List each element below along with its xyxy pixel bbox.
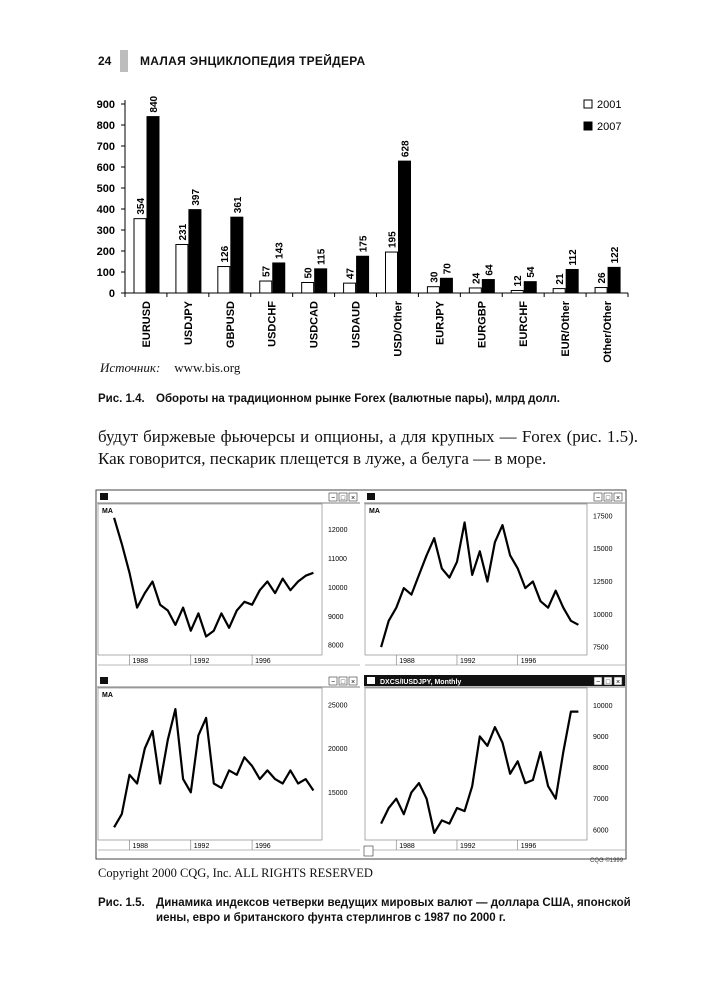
data-label-2007: 361 (232, 196, 244, 214)
window-app-icon (100, 493, 108, 500)
window-titlebar (364, 491, 625, 502)
window-control-glyph: − (330, 679, 336, 686)
figure-1-5-caption (98, 896, 643, 926)
x-tick-label: GBPUSD (224, 301, 237, 349)
y-tick-label: 800 (96, 120, 115, 132)
y-tick-label: 500 (96, 183, 115, 195)
source-label: Источник: (100, 360, 161, 375)
legend-label-2001: 2001 (597, 99, 622, 111)
price-tick-label: 8000 (328, 642, 344, 650)
time-tick-label: 1996 (255, 843, 271, 850)
data-label-2001: 30 (429, 271, 441, 283)
price-tick-label: 8000 (593, 765, 609, 773)
x-tick-label: EURGBP (476, 300, 489, 349)
time-tick-label: 1996 (520, 658, 537, 665)
chart-window-1 (97, 491, 360, 665)
time-tick-label: 1992 (193, 843, 210, 850)
price-tick-label: 10000 (593, 611, 613, 619)
x-tick-label: Other/Other (602, 301, 615, 363)
data-label-2001: 12 (513, 275, 525, 287)
window-control-glyph: □ (605, 495, 611, 502)
window-control-glyph: × (350, 495, 356, 502)
figure-1-5-label: Рис. 1.5. (98, 897, 145, 909)
price-tick-label: 20000 (328, 746, 348, 753)
window-title: DXCS/IUSDJPY, Monthly (380, 679, 462, 686)
study-label: MA (102, 508, 113, 515)
data-label-2007: 143 (274, 242, 286, 259)
data-label-2001: 231 (177, 223, 189, 241)
y-tick-label: 300 (96, 225, 115, 237)
figure-1-4-label: Рис. 1.4. (98, 393, 145, 405)
chart-window-4 (364, 675, 625, 850)
window-titlebar (97, 491, 360, 502)
window-titlebar (97, 675, 360, 686)
time-tick-label: 1996 (520, 843, 537, 850)
price-tick-label: 6000 (593, 827, 609, 835)
window-control-glyph: □ (340, 679, 346, 686)
data-label-2001: 47 (345, 268, 357, 280)
y-tick-label: 100 (96, 267, 115, 279)
price-tick-label: 7500 (593, 644, 609, 652)
window-control-glyph: × (615, 495, 621, 502)
window-control-glyph: × (350, 679, 356, 686)
data-label-2007: 54 (526, 266, 538, 278)
data-label-2007: 122 (610, 246, 622, 264)
figure-1-5-text: Динамика индексов четверки ведущих мировых валют — доллара США, японской иены, евро и британского фунта стерлингов с 1987 по 2000 г. (156, 897, 631, 924)
price-tick-label: 9000 (593, 733, 609, 741)
plot-area (98, 688, 322, 840)
price-tick-label: 7000 (593, 796, 609, 804)
x-tick-label: EURUSD (140, 301, 153, 348)
data-label-2001: 195 (387, 231, 399, 249)
window-control-glyph: □ (605, 679, 611, 686)
legend-label-2007: 2007 (597, 121, 622, 133)
x-tick-label: EURJPY (434, 301, 447, 346)
x-tick-label: USDCHF (266, 301, 279, 347)
copyright-line: Copyright 2000 CQG, Inc. ALL RIGHTS RESERVED (98, 866, 373, 880)
price-tick-label: 25000 (328, 702, 348, 710)
price-tick-label: 12000 (328, 526, 348, 534)
time-tick-label: 1992 (193, 658, 210, 665)
time-tick-label: 1996 (255, 658, 271, 665)
running-title: МАЛАЯ ЭНЦИКЛОПЕДИЯ ТРЕЙДЕРА (140, 54, 366, 68)
plot-area (365, 504, 587, 655)
time-tick-label: 1992 (459, 843, 476, 850)
window-control-glyph: − (595, 495, 601, 502)
y-tick-label: 200 (96, 246, 115, 258)
window-control-glyph: × (615, 679, 621, 686)
data-label-2001: 354 (136, 197, 147, 215)
data-label-2007: 64 (484, 264, 496, 276)
figure-1-4-text: Обороты на традиционном рынке Forex (валютные пары), млрд долл. (156, 393, 560, 405)
time-tick-label: 1988 (399, 843, 415, 850)
data-label-2007: 840 (149, 95, 160, 113)
x-tick-label: EUR/Other (560, 301, 573, 357)
data-label-2007: 397 (190, 188, 202, 206)
chart-window-2 (364, 491, 625, 665)
x-tick-label: USDJPY (182, 301, 195, 346)
price-tick-label: 9000 (328, 613, 344, 621)
source-url: www.bis.org (174, 360, 241, 375)
time-tick-label: 1992 (459, 658, 476, 665)
window-app-icon (367, 493, 375, 500)
page-number: 24 (98, 54, 112, 68)
data-label-2007: 628 (400, 140, 412, 158)
y-tick-label: 700 (96, 141, 115, 153)
price-tick-label: 11000 (328, 555, 347, 563)
price-tick-label: 10000 (593, 702, 613, 710)
y-tick-label: 900 (96, 99, 115, 111)
price-tick-label: 10000 (328, 584, 348, 592)
time-tick-label: 1988 (132, 843, 149, 850)
data-label-2007: 112 (568, 249, 580, 266)
x-tick-label: USD/Other (392, 301, 405, 357)
scroll-box (364, 846, 373, 856)
price-tick-label: 15000 (328, 789, 348, 797)
body-paragraph: будут биржевые фьючерсы и опционы, а для крупных — Forex (рис. 1.5). Как говорится, пескарик плещется в луже, а белуга — в море. (98, 427, 638, 468)
price-tick-label: 15000 (593, 546, 613, 554)
y-tick-label: 0 (108, 288, 115, 300)
price-tick-label: 17500 (593, 513, 613, 521)
x-tick-label: USDAUD (350, 301, 363, 349)
data-label-2001: 24 (471, 272, 483, 284)
window-app-icon (100, 677, 108, 684)
time-tick-label: 1988 (399, 658, 415, 665)
window-control-glyph: − (330, 495, 336, 502)
window-control-glyph: − (595, 679, 601, 686)
data-label-2001: 50 (303, 267, 315, 279)
data-label-2007: 70 (442, 263, 454, 275)
data-label-2007: 115 (316, 248, 328, 265)
x-tick-label: EURCHF (518, 301, 531, 347)
time-tick-label: 1988 (132, 658, 149, 665)
y-tick-label: 600 (96, 162, 115, 174)
study-label: MA (102, 692, 113, 699)
data-label-2001: 21 (555, 273, 567, 285)
data-label-2001: 26 (597, 272, 609, 284)
window-control-glyph: □ (340, 495, 346, 502)
y-tick-label: 400 (96, 204, 115, 216)
x-tick-label: USDCAD (308, 301, 321, 349)
price-tick-label: 12500 (593, 579, 613, 586)
window-app-icon (367, 677, 375, 684)
data-label-2001: 57 (261, 265, 273, 278)
cqg-watermark: CQG ©1999 (590, 858, 624, 864)
data-label-2007: 175 (358, 235, 370, 253)
data-label-2001: 126 (219, 245, 231, 263)
chart-window-3 (97, 675, 360, 850)
study-label: MA (369, 508, 380, 515)
